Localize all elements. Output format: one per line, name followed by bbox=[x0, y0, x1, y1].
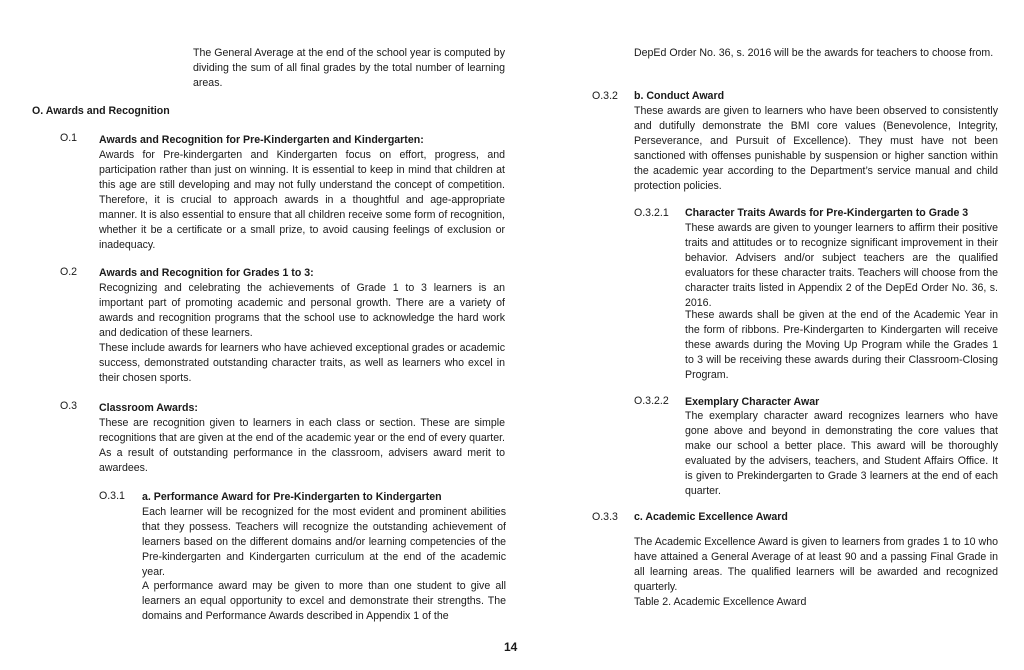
o322-body: The exemplary character award recognizes learners who have gone above and beyond in demonstrating the core values that make our school a better place. This award will be thoroughly evaluated by the advisers, teachers, and Student Affairs Office. It is given to Prekindergarten to Grade 3 learners at the end of each quarter. bbox=[685, 410, 998, 497]
o33-title: c. Academic Excellence Award bbox=[634, 511, 788, 523]
o1-number: O.1 bbox=[60, 132, 78, 144]
o32-title: b. Conduct Award bbox=[634, 90, 725, 102]
o32-body: These awards are given to learners who have been observed to consistently and dutifully demonstrate the BMI core values (Benevolence, Integrity, Perseverance, and Pursuit of Excellence). They must have not been sanctioned with offenses punishable by suspension or higher sanction within the academic year according to the Department’s service manual and child protection policies. bbox=[634, 105, 998, 192]
section-heading: O. Awards and Recognition bbox=[32, 105, 170, 117]
o31-number: O.3.1 bbox=[99, 490, 125, 502]
o33-number: O.3.3 bbox=[592, 511, 618, 523]
page-number: 14 bbox=[504, 640, 518, 654]
o3-number: O.3 bbox=[60, 400, 78, 412]
o2-body-1: Recognizing and celebrating the achievements of Grade 1 to 3 learners is an important part of promoting academic and personal growth. There are a variety of awards and recognition programs that the school use to acknowledge the hard work and dedication of these learners. bbox=[99, 282, 505, 339]
intro-paragraph: The General Average at the end of the school year is computed by dividing the sum of all final grades by the total number of learning areas. bbox=[193, 47, 505, 89]
o321-title: Character Traits Awards for Pre-Kindergarten to Grade 3 bbox=[685, 207, 969, 219]
o31-body-1: Each learner will be recognized for the most evident and prominent abilities that they possess. Teachers will recognize the outstanding achievement of learners based on the different domains and/or learning competencies of the Pre-kindergarten and Kindergarten curriculum at the end of the academic year. bbox=[142, 506, 506, 578]
o31-title: a. Performance Award for Pre-Kindergarten to Kindergarten bbox=[142, 491, 442, 503]
o1-body: Awards for Pre-kindergarten and Kindergarten focus on effort, progress, and participation rather than just on winning. It is essential to keep in mind that children at this age are still developing and may not fully understand the concept of competition. Therefore, it is crucial to approach awards in a thoughtful and age-appropriate manner. It is also essential to ensure that all children receive some form of recognition, whether it be a certificate or a small prize, to avoid causing feelings of exclusion or inadequacy. bbox=[99, 149, 505, 251]
o321-number: O.3.2.1 bbox=[634, 207, 669, 219]
continued-paragraph: DepEd Order No. 36, s. 2016 will be the awards for teachers to choose from. bbox=[634, 47, 994, 59]
o2-number: O.2 bbox=[60, 266, 78, 278]
o2-body-2: These include awards for learners who have achieved exceptional grades or academic success, demonstrated outstanding character traits, as well as learners who excel in their chosen sports. bbox=[99, 342, 505, 384]
o2-title: Awards and Recognition for Grades 1 to 3: bbox=[99, 267, 314, 279]
o322-number: O.3.2.2 bbox=[634, 395, 669, 407]
table-caption: Table 2. Academic Excellence Award bbox=[634, 596, 807, 608]
o321-body-1: These awards are given to younger learners to affirm their positive traits and attitudes or to recognize significant improvement in their behavior. Advisers and/or subject teachers are the qualified evaluators for these character traits. Teachers will choose from the character traits listed in Appendix 2 of the DepEd Order No. 36, s. 2016. bbox=[685, 222, 998, 309]
o3-body: These are recognition given to learners in each class or section. These are simple recognitions that are given at the end of the academic year or the end of every quarter. As a result of outstanding performance in the classroom, advisers award merit to awardees. bbox=[99, 417, 505, 474]
o33-body: The Academic Excellence Award is given to learners from grades 1 to 10 who have attained a General Average of at least 90 and a passing Final Grade in all learning areas. The qualified learners will be awarded and recognized quarterly. bbox=[634, 536, 998, 593]
o321-body-2: These awards shall be given at the end of the Academic Year in the form of ribbons. Pre-Kindergarten to Kindergarten will receive these awards during the Moving Up Program while the Grades 1 to 3 will be receiving these awards during their Classroom-Closing Program. bbox=[685, 309, 998, 381]
o1-title: Awards and Recognition for Pre-Kindergarten and Kindergarten: bbox=[99, 134, 424, 146]
o31-body-2: A performance award may be given to more than one student to give all learners an equal opportunity to excel and demonstrate their strengths. The domains and Performance Awards described in Appendix 1 of the bbox=[142, 580, 506, 622]
o3-title: Classroom Awards: bbox=[99, 402, 198, 414]
o322-title: Exemplary Character Awar bbox=[685, 396, 820, 408]
o32-number: O.3.2 bbox=[592, 90, 618, 102]
